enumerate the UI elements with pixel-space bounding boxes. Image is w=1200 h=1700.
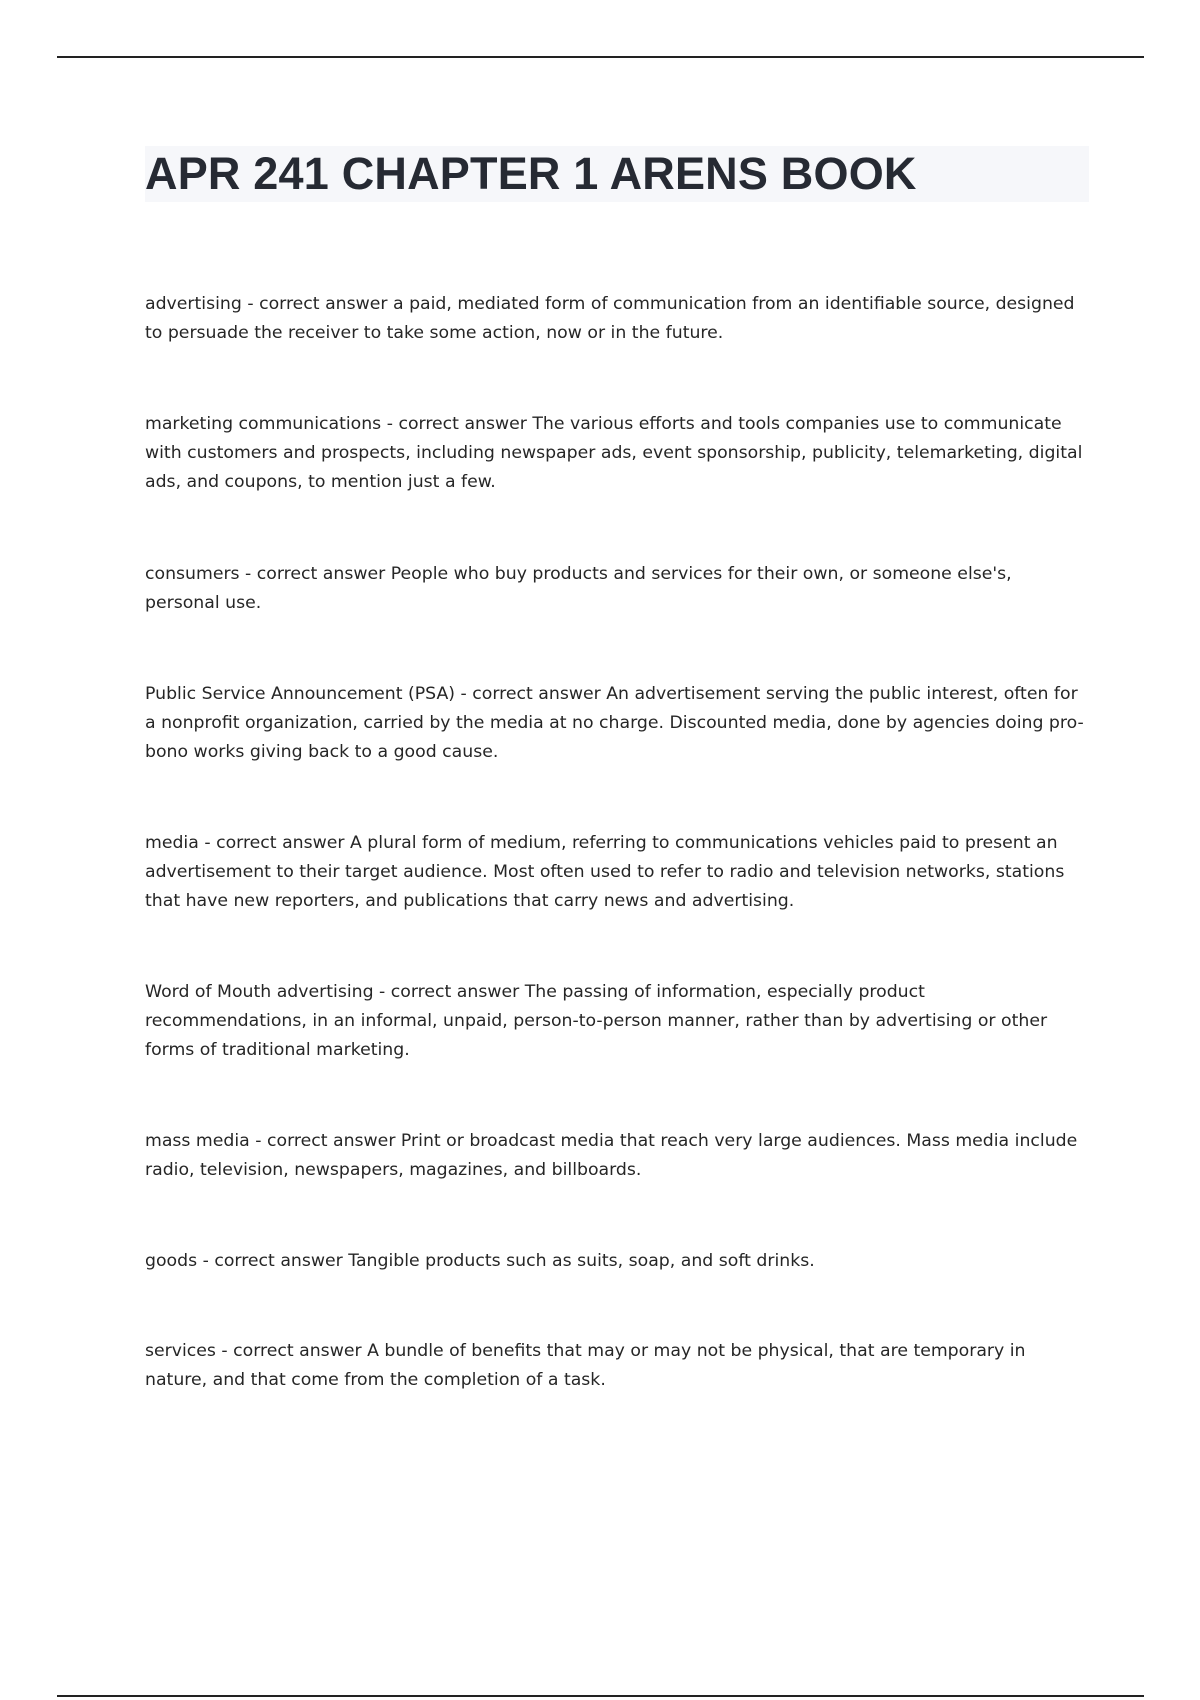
entry-definition: An advertisement serving the public interest, often for a nonprofit organization, carried by the media at no charge. Discounted media, done by agencies doing pro-bono works giving back to a good cause. <box>145 684 1084 762</box>
flashcard-entry <box>145 410 1090 497</box>
flashcard-entry <box>145 1127 1090 1185</box>
entry-definition: A bundle of benefits that may or may not be physical, that are temporary in nature, and that come from the completion of a task. <box>145 1341 1026 1390</box>
flashcard-entry <box>145 1247 1090 1276</box>
entry-answer-label: correct answer <box>233 1341 362 1361</box>
entry-separator: - <box>197 1251 215 1271</box>
entry-definition: The various efforts and tools companies use to communicate with customers and prospects, including newspaper ads, event sponsorship, publicity, telemarketing, digital ads, and coupons, to mention just a few. <box>145 414 1083 492</box>
flashcard-entry <box>145 680 1090 767</box>
top-rule <box>57 56 1144 58</box>
flashcard-entry <box>145 290 1090 348</box>
entry-answer-label: correct answer <box>216 833 345 853</box>
entry-separator: - <box>215 1341 234 1361</box>
flashcard-entry <box>145 1337 1090 1395</box>
entry-separator: - <box>241 294 260 314</box>
entry-separator: - <box>373 982 391 1002</box>
entry-separator: - <box>381 414 399 434</box>
entry-term: goods <box>145 1251 198 1271</box>
entry-answer-label: correct answer <box>214 1251 343 1271</box>
entry-definition: Print or broadcast media that reach very large audiences. Mass media include radio, television, newspapers, magazines, and billboards. <box>145 1131 1078 1180</box>
entry-answer-label: correct answer <box>390 982 520 1002</box>
entry-answer-label: correct answer <box>267 1131 396 1151</box>
entry-answer-label: correct answer <box>259 294 388 314</box>
bottom-rule <box>57 1695 1144 1697</box>
flashcard-entry <box>145 829 1090 916</box>
entry-answer-label: correct answer <box>256 564 386 584</box>
entry-term: advertising <box>145 294 242 314</box>
entry-term: consumers <box>145 564 240 584</box>
entry-term: services <box>145 1341 216 1361</box>
entry-separator: - <box>239 564 257 584</box>
entry-definition: a paid, mediated form of communication from an identifiable source, designed to persuade the receiver to take some action, now or in the future. <box>145 294 1075 343</box>
entry-answer-label: correct answer <box>472 684 601 704</box>
entry-definition: A plural form of medium, referring to communications vehicles paid to present an advertisement to their target audience. Most often used to refer to radio and television networks, stations that have new reporters, and publications that carry news and advertising. <box>145 833 1065 911</box>
entry-term: Word of Mouth advertising <box>145 982 374 1002</box>
entry-separator: - <box>198 833 217 853</box>
flashcard-entry <box>145 560 1090 618</box>
entry-term: mass media <box>145 1131 250 1151</box>
entry-term: Public Service Announcement (PSA) <box>145 684 456 704</box>
entry-answer-label: correct answer <box>398 414 527 434</box>
flashcard-entry <box>145 978 1090 1065</box>
entry-separator: - <box>249 1131 267 1151</box>
entry-definition: People who buy products and services for their own, or someone else's, personal use. <box>145 564 1012 613</box>
entry-definition: The passing of information, especially product recommendations, in an informal, unpaid, person-to-person manner, rather than by advertising or other forms of traditional marketing. <box>145 982 1048 1060</box>
entry-separator: - <box>455 684 473 704</box>
entry-term: marketing communications <box>145 414 382 434</box>
entry-term: media <box>145 833 199 853</box>
entry-definition: Tangible products such as suits, soap, and soft drinks. <box>348 1251 815 1271</box>
document-title: APR 241 CHAPTER 1 ARENS BOOK <box>145 148 917 199</box>
